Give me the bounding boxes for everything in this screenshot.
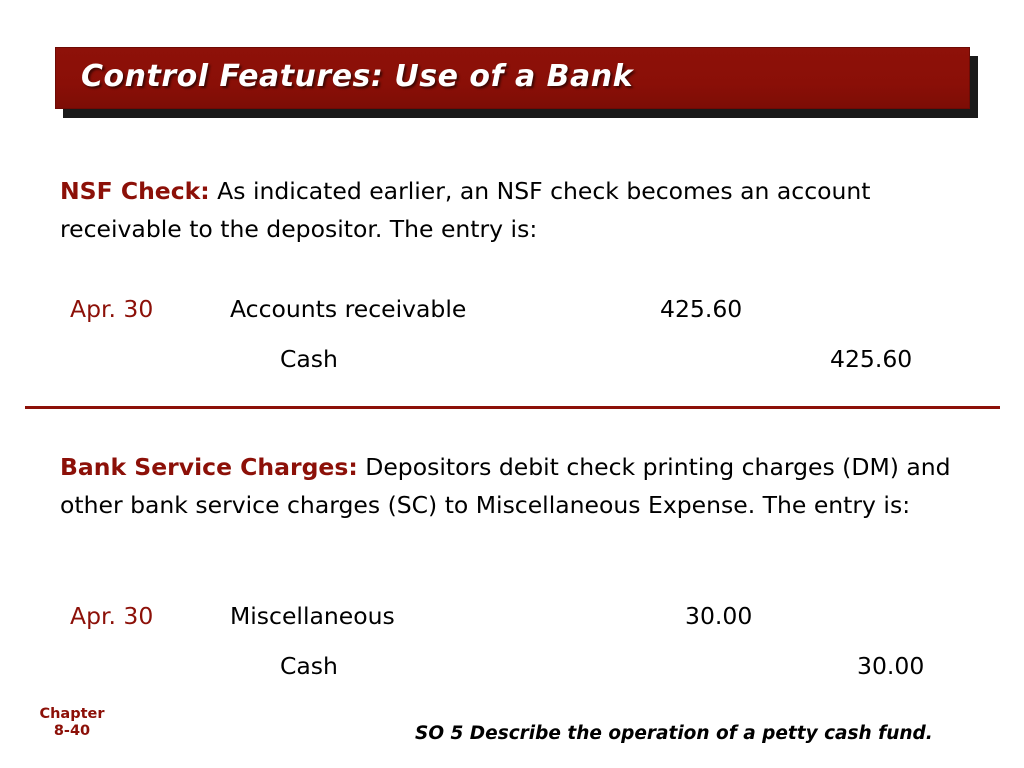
slide-title-banner [55, 47, 970, 115]
page-title: Control Features: Use of a Bank [81, 59, 634, 94]
entry-account: Accounts receivable [230, 295, 467, 323]
nsf-check-lead: NSF Check: [60, 177, 210, 205]
entry-date: Apr. 30 [70, 295, 154, 323]
entry-account: Cash [280, 345, 338, 373]
journal-entry-row [70, 340, 970, 378]
section-divider [25, 406, 1000, 409]
entry-account: Cash [280, 652, 338, 680]
journal-entry-row [70, 597, 970, 635]
bank-service-charges-text: Depositors debit check printing charges (DM) and other bank service charges (SC) to Miscellaneous Expense. The entry is: [60, 453, 951, 519]
journal-entry-row [70, 290, 970, 328]
nsf-check-text: As indicated earlier, an NSF check becomes an account receivable to the depositor. The entry is: [60, 177, 871, 243]
bank-service-charges-lead: Bank Service Charges: [60, 453, 358, 481]
entry-debit-amount: 30.00 [685, 602, 753, 630]
bank-service-charges-paragraph [60, 448, 960, 524]
chapter-number: 8-40 [53, 723, 91, 739]
chapter-label: Chapter [39, 706, 105, 722]
entry-debit-amount: 425.60 [660, 295, 743, 323]
entry-credit-amount: 425.60 [830, 345, 913, 373]
entry-account: Miscellaneous [230, 602, 395, 630]
entry-date: Apr. 30 [70, 602, 154, 630]
chapter-indicator [36, 706, 108, 740]
entry-credit-amount: 30.00 [857, 652, 925, 680]
study-objective-note: SO 5 Describe the operation of a petty cash fund. [415, 723, 933, 744]
nsf-check-paragraph [60, 172, 960, 248]
journal-entry-row [70, 647, 970, 685]
